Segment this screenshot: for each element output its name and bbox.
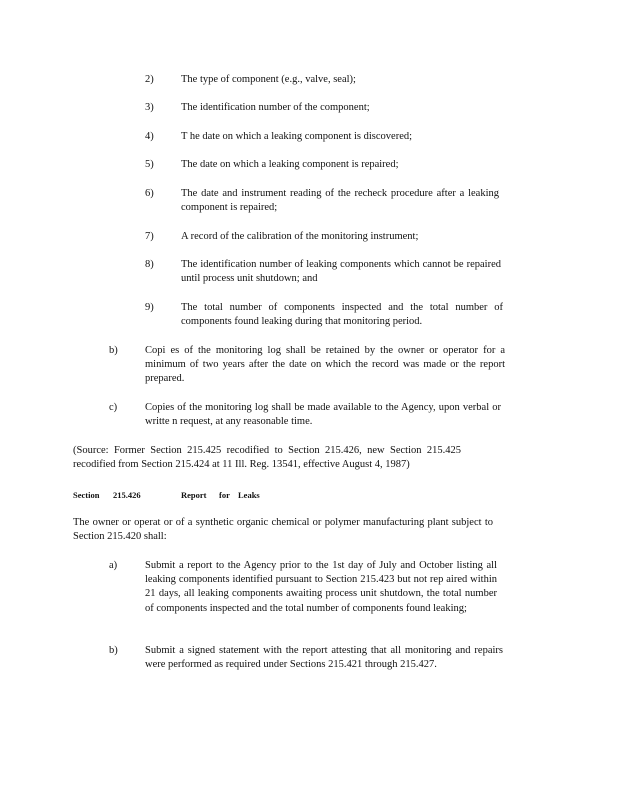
section-intro: The owner or operat or of a synthetic organic chemical or polymer manufacturing plant subject to Section 215.420 shall: [73, 517, 493, 543]
list-item-text: The identification number of the component; [181, 102, 370, 113]
list-number: 8) [145, 259, 154, 270]
list-item-text: The total number of components inspected and the total number of components found leaking during that monitoring period. [181, 302, 503, 328]
list-item-text: Submit a report to the Agency prior to the 1st day of July and October listing all leaking components identified pursuant to Section 215.423 but not rep aired within 21 days, all leaking components awaiting process unit shutdown, the total number of components inspected and the total number of components found leaking; [145, 560, 497, 614]
list-number: 2) [145, 74, 154, 85]
section-title-word: Report [181, 490, 207, 500]
list-number: b) [109, 645, 118, 656]
list-item-text: The identification number of leaking components which cannot be repaired until process unit shutdown; and [181, 259, 501, 285]
list-number: 3) [145, 102, 154, 113]
list-item-text: The date on which a leaking component is repaired; [181, 159, 399, 170]
list-item-text: Copies of the monitoring log shall be made available to the Agency, upon verbal or writte n request, at any reasonable time. [145, 402, 501, 428]
list-number: 5) [145, 159, 154, 170]
list-number: c) [109, 402, 118, 413]
list-item-text: Copi es of the monitoring log shall be retained by the owner or operator for a minimum of two years after the date on which the record was made or the report prepared. [145, 345, 505, 385]
list-item-text: The type of component (e.g., valve, seal); [181, 74, 356, 85]
list-item-text: The date and instrument reading of the recheck procedure after a leaking component is repaired; [181, 188, 499, 214]
list-item-text: A record of the calibration of the monitoring instrument; [181, 231, 419, 242]
list-number: 9) [145, 302, 154, 313]
section-title-word: Leaks [238, 490, 260, 500]
list-number: b) [109, 345, 118, 356]
section-number: 215.426 [113, 490, 141, 500]
list-item-text: T he date on which a leaking component is discovered; [181, 131, 413, 142]
list-item-text: Submit a signed statement with the report attesting that all monitoring and repairs were performed as required under Sections 215.421 through 215.427. [145, 645, 503, 671]
list-number: a) [109, 560, 118, 571]
section-title-word: for [219, 490, 230, 500]
section-label: Section [73, 490, 100, 500]
list-number: 6) [145, 188, 154, 199]
list-number: 4) [145, 131, 154, 142]
list-number: 7) [145, 231, 154, 242]
source-note: (Source: Former Section 215.425 recodified to Section 215.426, new Section 215.425 recodified from Section 215.424 at 11 Ill. Reg. 13541, effective August 4, 1987) [73, 445, 461, 471]
